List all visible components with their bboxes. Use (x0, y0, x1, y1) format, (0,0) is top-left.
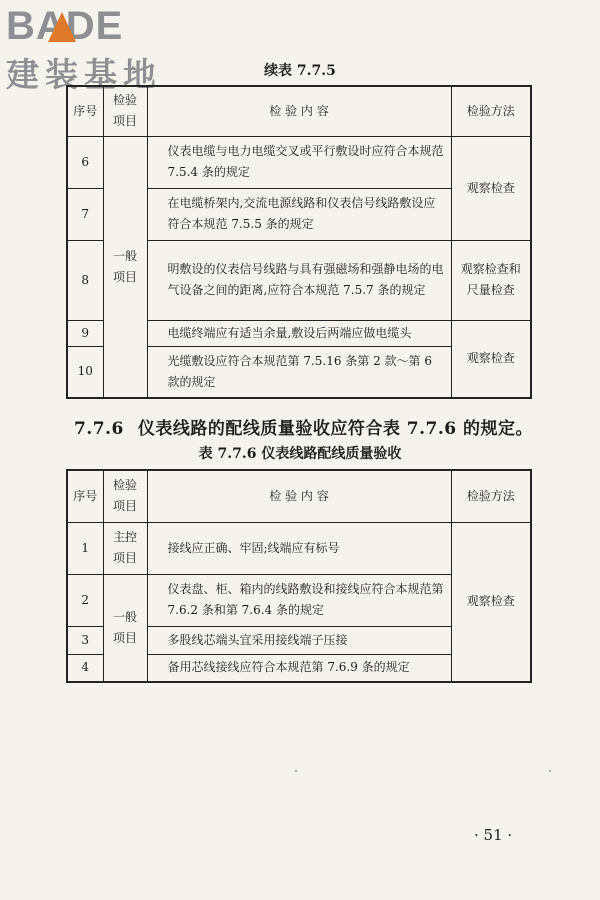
header-content: 检 验 内 容 (147, 470, 451, 522)
clause-7-7-6 (74, 414, 533, 439)
page-number: · 51 · (474, 826, 513, 844)
method-cell: 观察检查 (451, 522, 531, 682)
item-general: 一般项目 (103, 574, 147, 682)
speck (549, 770, 551, 772)
row-no: 1 (67, 522, 103, 574)
row-content: 电缆终端应有适当余量,敷设后两端应做电缆头 (147, 320, 451, 346)
header-item: 检验项目 (103, 86, 147, 136)
table2-caption: 表 7.7.6 仪表线路配线质量验收 (198, 446, 402, 462)
header-method: 检验方法 (451, 86, 531, 136)
header-item: 检验项目 (103, 470, 147, 522)
header-method: 检验方法 (451, 470, 531, 522)
row-no: 2 (67, 574, 103, 626)
method-cell: 观察检查 (451, 136, 531, 240)
table1 (66, 85, 532, 399)
table2-header-row (67, 470, 531, 522)
speck (295, 770, 297, 772)
row-no: 8 (67, 240, 103, 320)
logo-chinese-text: 建装基地 (6, 55, 162, 94)
clause-number: 7.7.6 (74, 419, 124, 439)
row-content: 仪表盘、柜、箱内的线路敷设和接线应符合本规范第 7.6.2 条和第 7.6.4 条的规定 (147, 574, 451, 626)
table2 (66, 469, 532, 683)
row-content: 明敷设的仪表信号线路与具有强磁场和强静电场的电气设备之间的距离,应符合本规范 7.5.7 条的规定 (147, 240, 451, 320)
table-row (67, 522, 531, 574)
row-no: 7 (67, 188, 103, 240)
method-cell: 观察检查和尺量检查 (451, 240, 531, 320)
row-no: 6 (67, 136, 103, 188)
site-logo (6, 4, 176, 96)
table1-header-row (67, 86, 531, 136)
item-general: 一般项目 (103, 136, 147, 398)
logo-triangle-icon (48, 12, 76, 42)
row-no: 4 (67, 654, 103, 682)
row-content: 仪表电缆与电力电缆交叉或平行敷设时应符合本规范 7.5.4 条的规定 (147, 136, 451, 188)
row-content: 接线应正确、牢固;线端应有标号 (147, 522, 451, 574)
header-content: 检 验 内 容 (147, 86, 451, 136)
row-content: 在电缆桥架内,交流电源线路和仪表信号线路敷设应符合本规范 7.5.5 条的规定 (147, 188, 451, 240)
row-no: 3 (67, 626, 103, 654)
row-content: 光缆敷设应符合本规范第 7.5.16 条第 2 款～第 6 款的规定 (147, 346, 451, 398)
row-no: 9 (67, 320, 103, 346)
header-no: 序号 (67, 470, 103, 522)
row-content: 多股线芯端头宜采用接线端子压接 (147, 626, 451, 654)
logo-brand-text: BADE (6, 4, 124, 48)
item-main: 主控项目 (103, 522, 147, 574)
method-cell: 观察检查 (451, 320, 531, 398)
row-no: 10 (67, 346, 103, 398)
row-content: 备用芯线接线应符合本规范第 7.6.9 条的规定 (147, 654, 451, 682)
clause-text: 仪表线路的配线质量验收应符合表 7.7.6 的规定。 (137, 419, 533, 439)
table1-caption: 续表 7.7.5 (264, 63, 336, 79)
table-row (67, 136, 531, 188)
header-no: 序号 (67, 86, 103, 136)
